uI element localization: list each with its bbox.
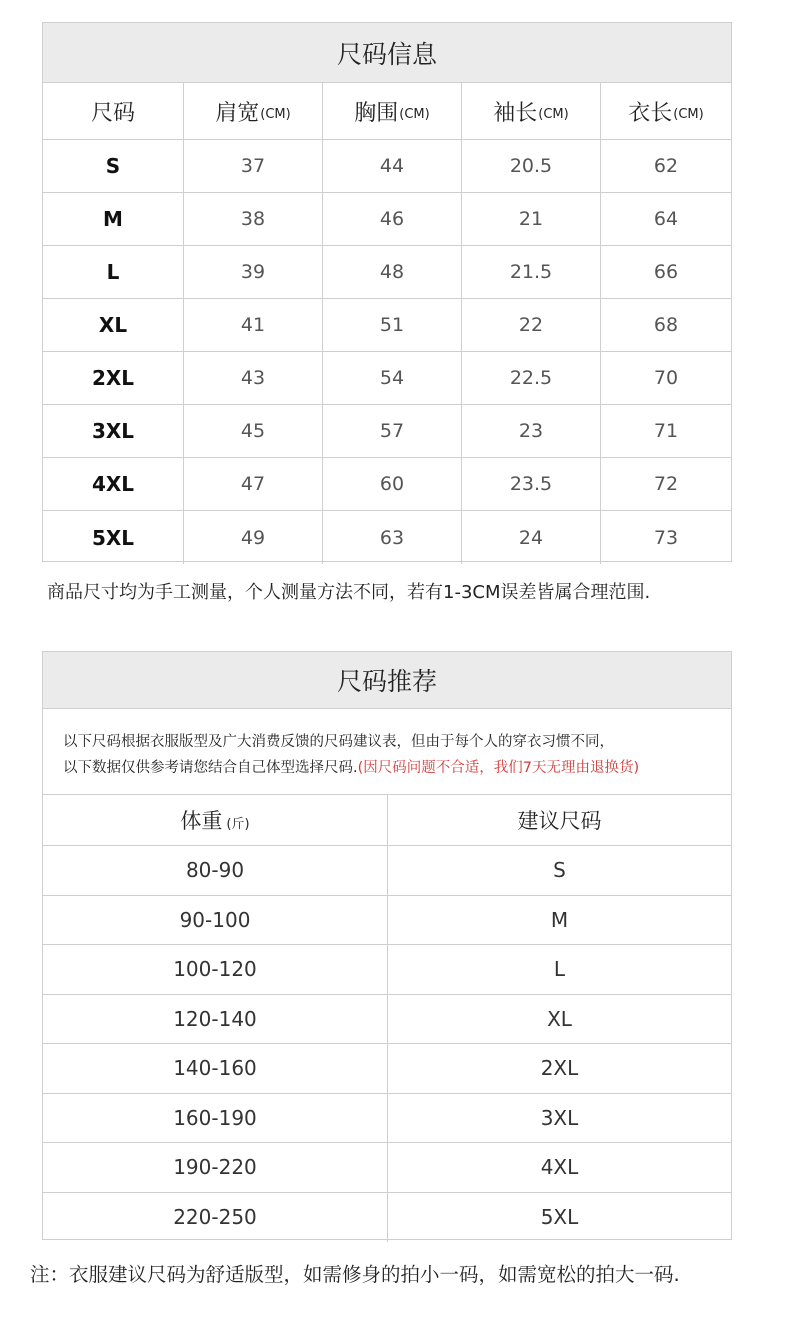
value-cell: 24 xyxy=(462,511,601,564)
return-policy-note: (因尺码问题不合适，我们7天无理由退换货) xyxy=(357,760,640,776)
header-length: 衣长 (CM) xyxy=(628,100,704,126)
size-info-table xyxy=(42,22,732,562)
header-shoulder: 肩宽 (CM) xyxy=(184,83,323,139)
recommend-header-row xyxy=(43,795,731,846)
table-row xyxy=(43,405,731,458)
table-row xyxy=(43,1094,731,1144)
suggested-size-cell: 3XL xyxy=(540,1105,579,1130)
suggested-size-cell: S xyxy=(553,858,566,883)
size-info-title: 尺码信息 xyxy=(43,23,731,83)
header-chest: 胸围 (CM) xyxy=(323,83,462,139)
table-row xyxy=(43,896,731,946)
table-row xyxy=(43,511,731,564)
table-row xyxy=(43,1143,731,1193)
value-cell: 22 xyxy=(462,299,601,351)
table-row xyxy=(43,945,731,995)
value-cell: 54 xyxy=(323,352,462,404)
value-cell: 49 xyxy=(184,511,323,564)
value-cell: 64 xyxy=(653,208,679,230)
header-size: 尺码 xyxy=(43,83,184,139)
value-cell: 48 xyxy=(323,246,462,298)
value-cell: 39 xyxy=(184,246,323,298)
size-cell: L xyxy=(43,246,184,298)
value-cell: 66 xyxy=(653,261,679,283)
suggested-size-cell: 2XL xyxy=(540,1056,579,1081)
value-cell: 44 xyxy=(323,140,462,192)
value-cell: 21 xyxy=(462,193,601,245)
table-row xyxy=(43,995,731,1045)
table-row xyxy=(43,458,731,511)
size-cell: XL xyxy=(43,299,184,351)
weight-cell: 190-220 xyxy=(43,1143,388,1192)
size-cell: S xyxy=(43,140,184,192)
table-row xyxy=(43,352,731,405)
value-cell: 63 xyxy=(323,511,462,564)
value-cell: 23 xyxy=(462,405,601,457)
suggested-size-cell: L xyxy=(553,957,566,982)
value-cell: 38 xyxy=(184,193,323,245)
value-cell: 21.5 xyxy=(462,246,601,298)
recommend-intro xyxy=(43,709,731,795)
header-suggested-size: 建议尺码 xyxy=(517,809,602,833)
suggested-size-cell: 5XL xyxy=(540,1205,579,1230)
suggested-size-cell: XL xyxy=(547,1006,572,1031)
weight-cell: 160-190 xyxy=(43,1094,388,1143)
weight-cell: 140-160 xyxy=(43,1044,388,1093)
value-cell: 43 xyxy=(184,352,323,404)
header-sleeve: 袖长 (CM) xyxy=(462,83,601,139)
value-cell: 45 xyxy=(184,405,323,457)
weight-cell: 120-140 xyxy=(43,995,388,1044)
value-cell: 23.5 xyxy=(462,458,601,510)
value-cell: 47 xyxy=(184,458,323,510)
size-cell: 2XL xyxy=(43,352,184,404)
value-cell: 37 xyxy=(184,140,323,192)
size-recommend-title: 尺码推荐 xyxy=(43,652,731,709)
weight-cell: 90-100 xyxy=(43,896,388,945)
size-cell: M xyxy=(43,193,184,245)
weight-cell: 80-90 xyxy=(43,846,388,895)
table-row xyxy=(43,1193,731,1243)
table-row xyxy=(43,140,731,193)
value-cell: 46 xyxy=(323,193,462,245)
value-cell: 22.5 xyxy=(462,352,601,404)
table-row xyxy=(43,299,731,352)
measurement-note: 商品尺寸均为手工测量，个人测量方法不同，若有1-3CM误差皆属合理范围. xyxy=(47,582,651,603)
value-cell: 41 xyxy=(184,299,323,351)
suggested-size-cell: M xyxy=(550,907,569,932)
value-cell: 60 xyxy=(323,458,462,510)
size-cell: 4XL xyxy=(43,458,184,510)
value-cell: 73 xyxy=(653,526,679,549)
size-info-header-row xyxy=(43,83,731,140)
weight-cell: 220-250 xyxy=(43,1193,388,1243)
value-cell: 71 xyxy=(653,420,679,442)
weight-cell: 100-120 xyxy=(43,945,388,994)
intro-line-2: 以下数据仅供参考请您结合自己体型选择尺码.(因尺码问题不合适，我们7天无理由退换货) xyxy=(63,760,640,776)
size-cell: 3XL xyxy=(43,405,184,457)
suggested-size-cell: 4XL xyxy=(540,1155,579,1180)
header-weight: 体重 (斤) xyxy=(43,795,388,845)
value-cell: 68 xyxy=(653,314,679,336)
size-cell: 5XL xyxy=(43,511,184,564)
value-cell: 20.5 xyxy=(462,140,601,192)
intro-line-1: 以下尺码根据衣服版型及广大消费反馈的尺码建议表，但由于每个人的穿衣习惯不同， xyxy=(63,734,614,750)
value-cell: 70 xyxy=(653,367,679,389)
value-cell: 72 xyxy=(653,473,679,495)
value-cell: 62 xyxy=(653,155,679,177)
table-row xyxy=(43,193,731,246)
table-row xyxy=(43,1044,731,1094)
table-row xyxy=(43,246,731,299)
size-recommend-table xyxy=(42,651,732,1240)
value-cell: 51 xyxy=(323,299,462,351)
table-row xyxy=(43,846,731,896)
footer-note: 注：衣服建议尺码为舒适版型，如需修身的拍小一码，如需宽松的拍大一码. xyxy=(30,1263,680,1286)
value-cell: 57 xyxy=(323,405,462,457)
